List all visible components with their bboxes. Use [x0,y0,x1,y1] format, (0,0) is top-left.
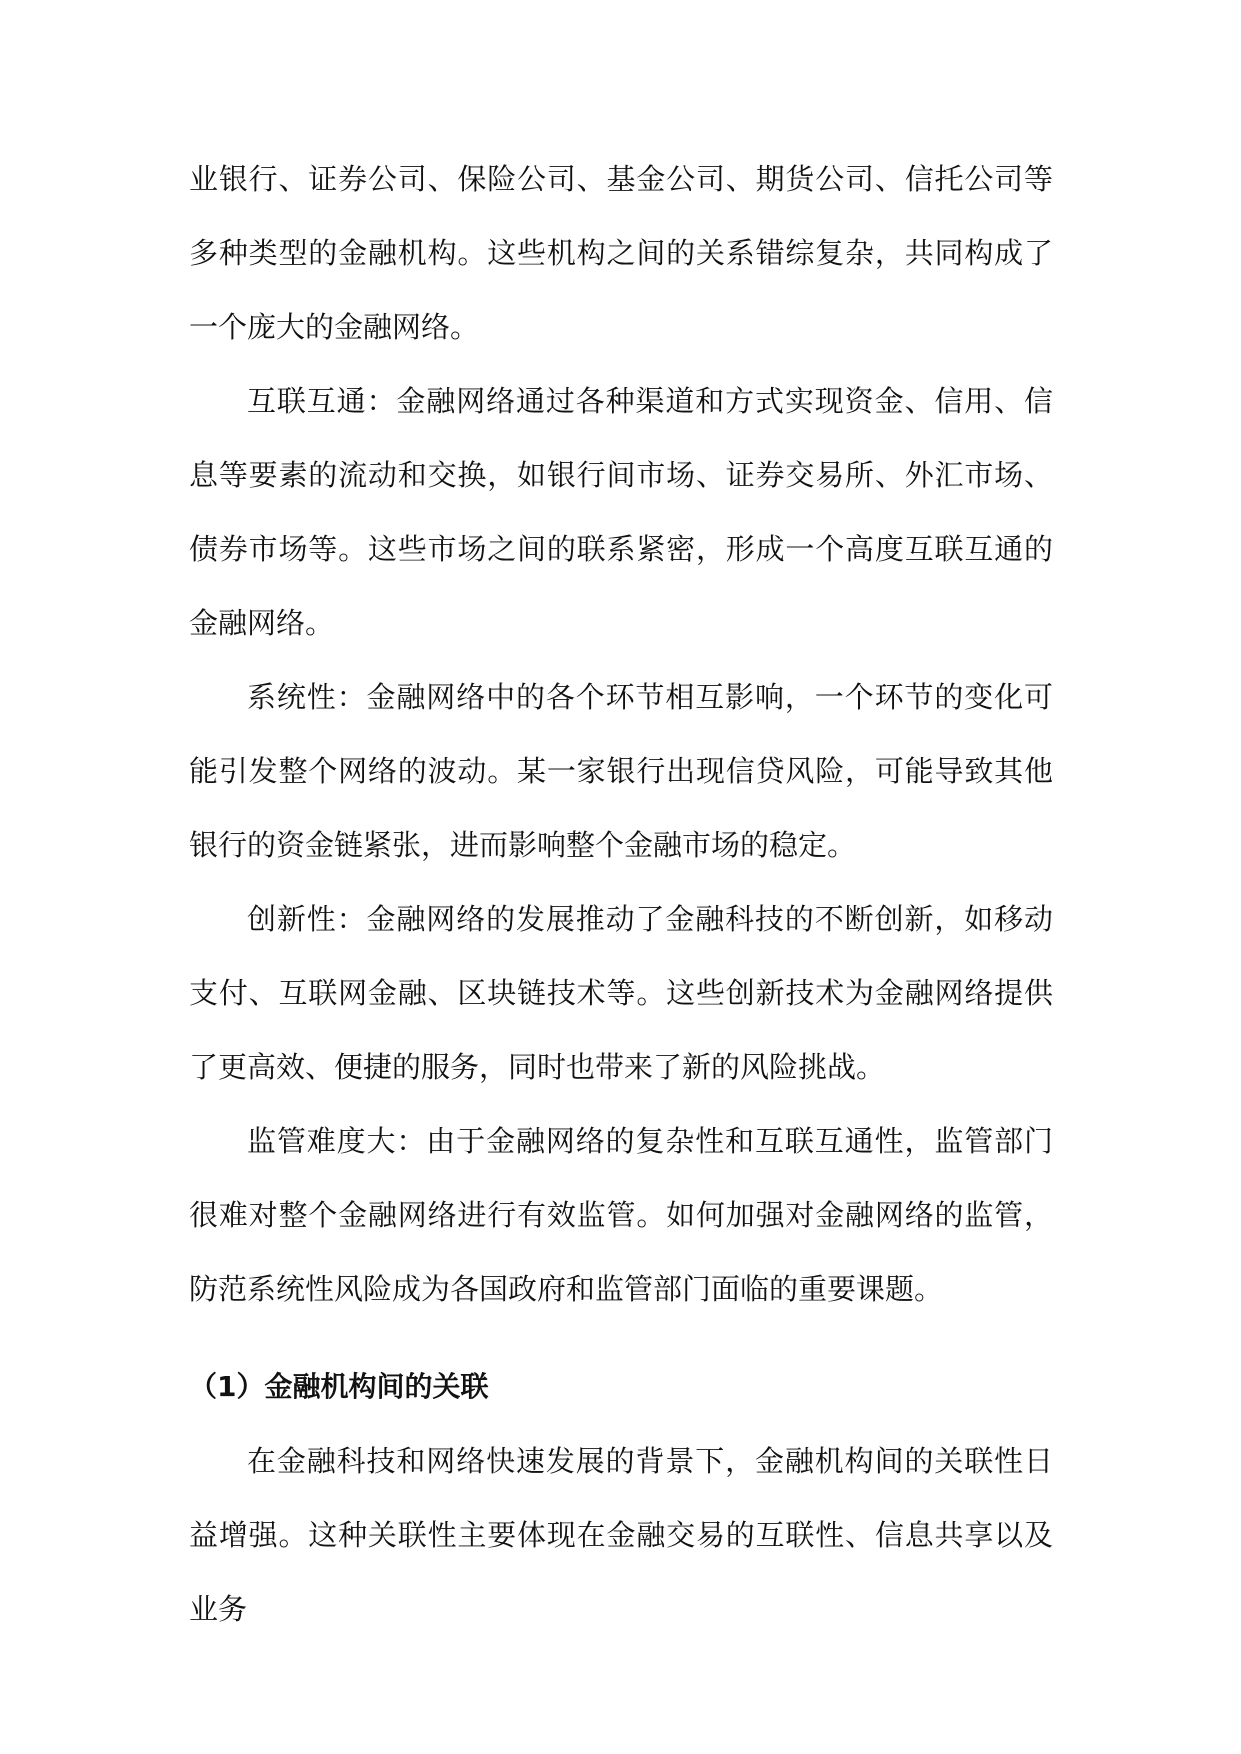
paragraph-continuation: 业银行、证券公司、保险公司、基金公司、期货公司、信托公司等多种类型的金融机构。这些机构之间的关系错综复杂，共同构成了一个庞大的金融网络。 [189,162,1053,344]
paragraph-interconnection: 互联互通：金融网络通过各种渠道和方式实现资金、信用、信息等要素的流动和交换，如银行间市场、证券交易所、外汇市场、债券市场等。这些市场之间的联系紧密，形成一个高度互联互通的金融网络。 [189,384,1053,640]
paragraph-innovation: 创新性：金融网络的发展推动了金融科技的不断创新，如移动支付、互联网金融、区块链技术等。这些创新技术为金融网络提供了更高效、便捷的服务，同时也带来了新的风险挑战。 [189,902,1053,1084]
paragraph-systemic: 系统性：金融网络中的各个环节相互影响，一个环节的变化可能引发整个网络的波动。某一家银行出现信贷风险，可能导致其他银行的资金链紧张，进而影响整个金融市场的稳定。 [189,680,1053,862]
section-heading: （1）金融机构间的关联 [189,1370,489,1403]
paragraph-section-intro: 在金融科技和网络快速发展的背景下，金融机构间的关联性日益增强。这种关联性主要体现在金融交易的互联性、信息共享以及业务 [189,1444,1053,1626]
document-body [189,142,1053,1646]
section-spacer [189,1326,1053,1350]
paragraph-regulation: 监管难度大：由于金融网络的复杂性和互联互通性，监管部门很难对整个金融网络进行有效监管。如何加强对金融网络的监管，防范系统性风险成为各国政府和监管部门面临的重要课题。 [189,1124,1053,1306]
